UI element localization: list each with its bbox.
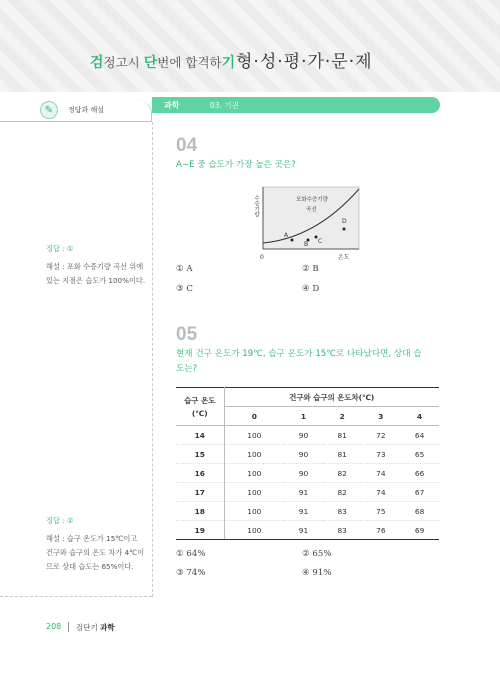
humidity-cell: 100 [224, 521, 284, 540]
humidity-cell: 74 [361, 483, 400, 502]
choice-1[interactable]: ① A [176, 264, 193, 274]
sidebar-bottom-divider [0, 596, 152, 608]
humidity-cell: 100 [224, 464, 284, 483]
humidity-cell: 74 [361, 464, 400, 483]
table-row [176, 483, 439, 502]
col-head-unit: (℃) [191, 408, 208, 418]
diff-col: 2 [323, 407, 362, 426]
page-header [0, 0, 500, 92]
humidity-cell: 100 [224, 426, 284, 445]
point-d-label: D [342, 218, 347, 225]
page-number: 208 [46, 622, 62, 631]
curve-label: 곡선 [306, 207, 317, 213]
humidity-cell: 75 [361, 502, 400, 521]
curve-label: 포화수증기량 [296, 197, 328, 203]
humidity-cell: 72 [361, 426, 400, 445]
saturation-curve-graph [246, 183, 366, 265]
footer-divider [68, 622, 69, 632]
humidity-cell: 64 [400, 426, 439, 445]
table-row [176, 464, 439, 483]
book-subject: 과학 [100, 623, 115, 632]
y-axis-label: 수증기량 [253, 195, 259, 217]
humidity-cell: 90 [284, 426, 323, 445]
humidity-cell: 91 [284, 483, 323, 502]
series-title-part: 번에 합격하 [157, 55, 222, 70]
x-axis-label: 온도 [338, 254, 350, 261]
humidity-cell: 69 [400, 521, 439, 540]
subject-label: 과학 [164, 101, 180, 110]
humidity-cell: 100 [224, 502, 284, 521]
choice-2[interactable]: ② B [302, 264, 319, 274]
answer-q5 [46, 514, 146, 574]
table-row [176, 426, 439, 445]
choice-3[interactable]: ③ 74% [176, 568, 206, 578]
humidity-cell: 83 [323, 502, 362, 521]
table-row [176, 521, 439, 540]
humidity-cell: 100 [224, 483, 284, 502]
answer-q4 [46, 242, 146, 288]
humidity-table [176, 387, 439, 540]
point-a-label: A [284, 232, 289, 239]
sidebar-divider [152, 122, 153, 597]
choice-4[interactable]: ④ D [302, 284, 320, 294]
diff-col: 0 [224, 407, 284, 426]
table-row [176, 445, 439, 464]
table-row [176, 502, 439, 521]
col-head-text: 습구 온도 [184, 395, 216, 405]
point-c-label: C [318, 238, 323, 245]
wet-bulb-cell: 19 [176, 521, 224, 540]
choice-4[interactable]: ④ 91% [302, 568, 332, 578]
humidity-cell: 91 [284, 502, 323, 521]
humidity-cell: 68 [400, 502, 439, 521]
humidity-cell: 90 [284, 445, 323, 464]
humidity-cell: 76 [361, 521, 400, 540]
question-text [176, 347, 440, 377]
wet-bulb-cell: 18 [176, 502, 224, 521]
humidity-cell: 83 [323, 521, 362, 540]
question-text: A∼E 중 습도가 가장 높은 곳은? [176, 160, 296, 170]
footer-book [76, 622, 115, 633]
answer-explanation: 해설 : 습구 온도가 15℃이고 건구와 습구의 온도 차가 4℃이므로 상대 습도는 65%이다. [46, 534, 145, 571]
answer-tag: 정답 : ② [46, 516, 74, 525]
humidity-cell: 91 [284, 521, 323, 540]
choice-3[interactable]: ③ C [176, 284, 194, 294]
series-title-part: 정고시 [103, 55, 144, 70]
series-title-part: 단 [143, 55, 158, 71]
humidity-cell: 100 [224, 445, 284, 464]
humidity-cell: 82 [323, 483, 362, 502]
answer-tag: 정답 : ① [46, 244, 74, 253]
series-title-part: 검 [90, 55, 104, 71]
answer-explanation: 해설 : 포화 수증기량 곡선 위에 있는 지점은 습도가 100%이다. [46, 262, 146, 285]
section-title: 형·성·평·가·문·제 [236, 52, 373, 72]
chapter-bar [152, 97, 440, 113]
humidity-cell: 65 [400, 445, 439, 464]
book-name: 검단기 [76, 623, 98, 632]
col-head-wet-bulb [176, 388, 224, 426]
choice-2[interactable]: ② 65% [302, 549, 332, 559]
diff-col: 4 [400, 407, 439, 426]
wet-bulb-cell: 16 [176, 464, 224, 483]
point-b-label: B [304, 241, 309, 248]
humidity-cell: 81 [323, 426, 362, 445]
diff-col: 1 [284, 407, 323, 426]
humidity-cell: 82 [323, 464, 362, 483]
diff-col: 3 [361, 407, 400, 426]
question-number: 04 [176, 135, 198, 156]
wet-bulb-cell: 14 [176, 426, 224, 445]
point-d [343, 228, 346, 231]
humidity-cell: 81 [323, 445, 362, 464]
sidebar-label: 정답과 해설 [68, 106, 105, 114]
col-head-diff: 건구와 습구의 온도차(℃) [224, 388, 439, 407]
origin-label: 0 [260, 254, 264, 261]
question-text-line: 현재 건구 온도가 19℃, 습구 온도가 15℃로 나타났다면, 상대 습 [176, 349, 422, 359]
wet-bulb-cell: 15 [176, 445, 224, 464]
series-title [90, 52, 235, 72]
humidity-cell: 73 [361, 445, 400, 464]
humidity-cell: 66 [400, 464, 439, 483]
question-text-line: 도는? [176, 364, 198, 374]
choice-1[interactable]: ① 64% [176, 549, 206, 559]
humidity-cell: 67 [400, 483, 439, 502]
point-a [291, 239, 294, 242]
humidity-cell: 90 [284, 464, 323, 483]
unit-label: 03. 기권 [210, 101, 239, 110]
question-number: 05 [176, 324, 198, 345]
series-title-part: 기 [221, 55, 236, 71]
answer-icon: ✎ [40, 101, 58, 119]
wet-bulb-cell: 17 [176, 483, 224, 502]
